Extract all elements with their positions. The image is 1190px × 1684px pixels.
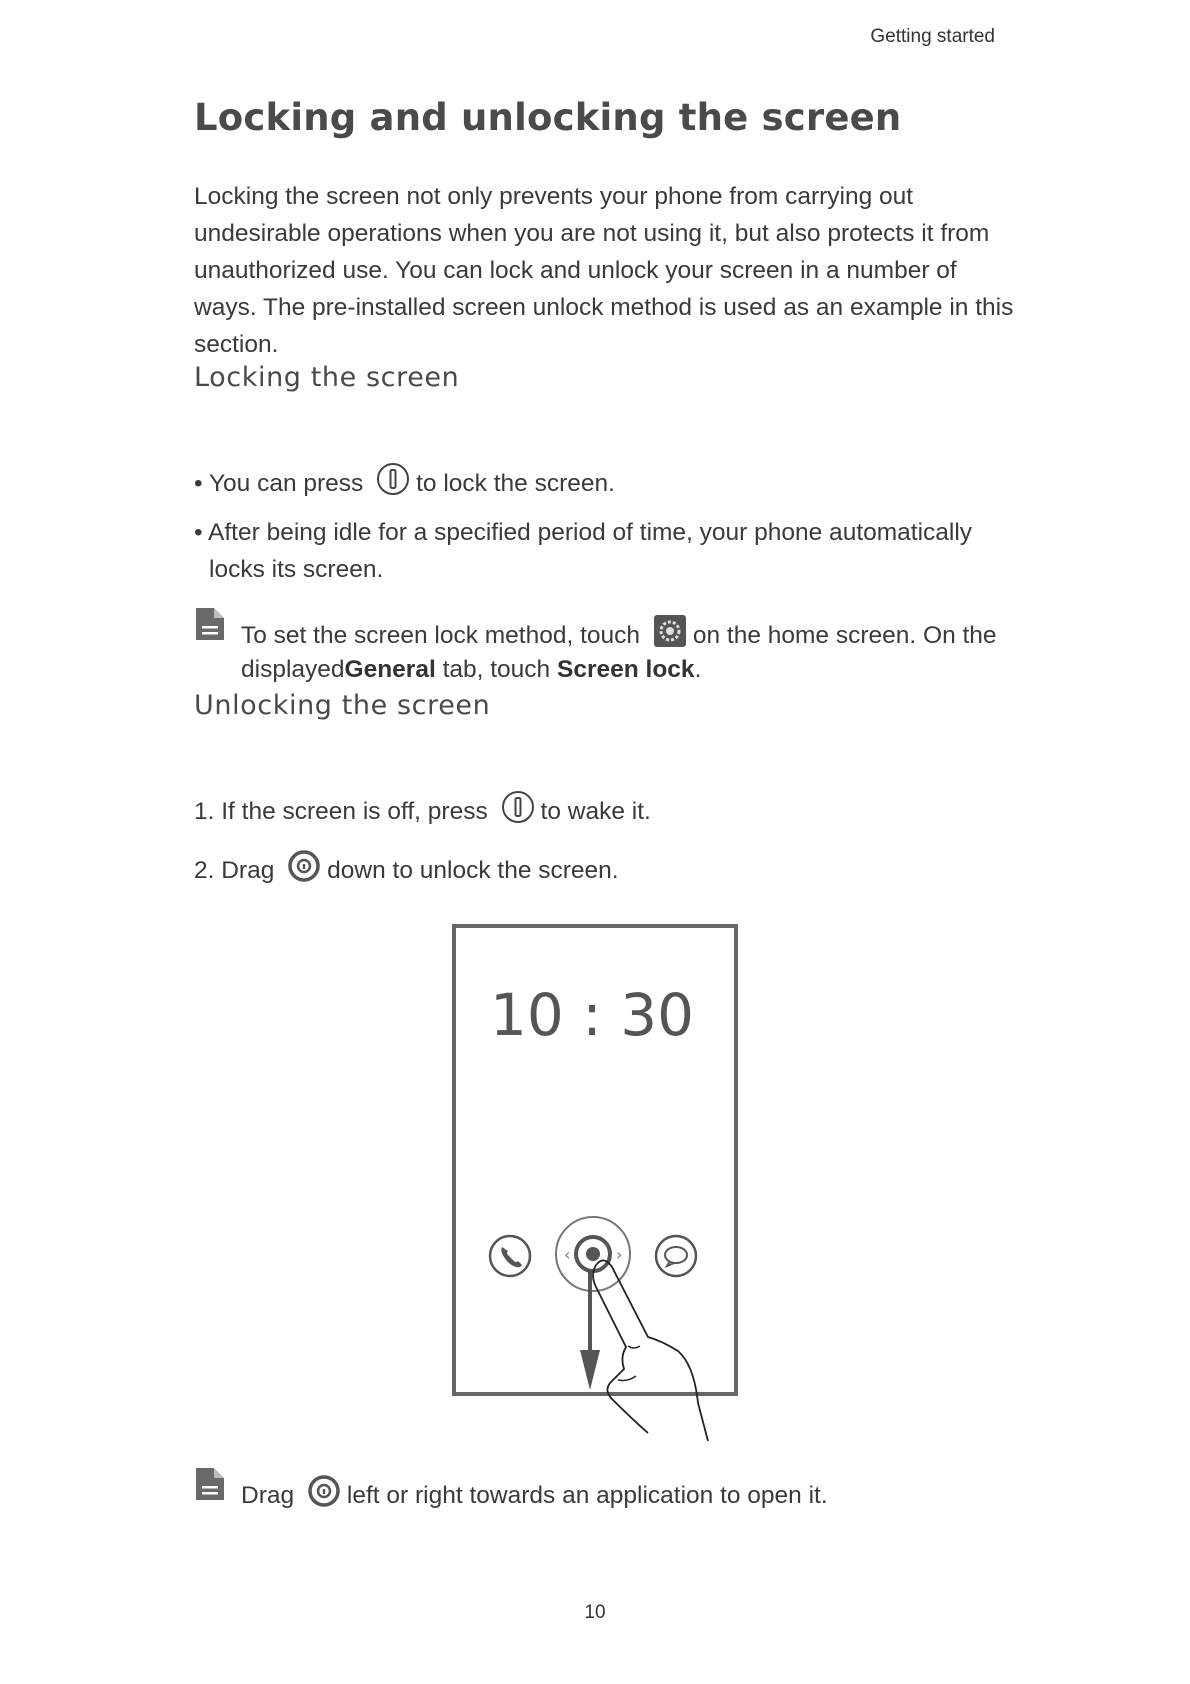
- lock-note-period: .: [694, 656, 702, 683]
- bullet-1-text-start: • You can press: [194, 469, 364, 497]
- step-2-text-end: down to unlock the screen.: [327, 856, 619, 884]
- lock-ring-icon: [307, 1474, 341, 1519]
- power-icon: [376, 462, 410, 507]
- svg-text:›: ›: [616, 1245, 623, 1264]
- lock-screen-illustration: [448, 920, 758, 1455]
- lock-note-line-2: [241, 651, 701, 688]
- page-title: Locking and unlocking the screen: [194, 96, 902, 139]
- intro-paragraph: Locking the screen not only prevents your phone from carrying out undesirable operations when you are not using it, but also protects it from unauthorized use. You can lock and unlock your screen in a number of ways. The pre-installed screen unlock method is used as an example in this section.: [194, 183, 1014, 358]
- step-1-text-start: 1. If the screen is off, press: [194, 797, 488, 825]
- step-1-text-end: to wake it.: [540, 797, 651, 825]
- page-number: 10: [584, 1602, 606, 1623]
- screen-lock-label: Screen lock: [557, 656, 695, 683]
- lock-note-displayed: displayed: [241, 656, 345, 683]
- svg-text:‹: ‹: [564, 1245, 571, 1264]
- general-tab-label: General: [344, 656, 436, 683]
- note-icon: [194, 1466, 226, 1507]
- unlock-note: [241, 1474, 828, 1519]
- locking-bullet-2: • After being idle for a specified period of time, your phone automatically: [194, 519, 973, 546]
- lock-note-text-start: To set the screen lock method, touch: [241, 621, 641, 649]
- locking-bullet-2-cont: locks its screen.: [209, 556, 384, 583]
- bullet-1-text-end: to lock the screen.: [416, 469, 615, 497]
- lock-note-tab-touch: tab, touch: [435, 656, 557, 683]
- unlock-note-text-end: left or right towards an application to open it.: [346, 1481, 828, 1509]
- unlock-step-2: [194, 849, 619, 894]
- lock-ring-icon: [287, 849, 321, 894]
- locking-heading: Locking the screen: [194, 362, 460, 393]
- lock-note-text-end: on the home screen. On the: [692, 621, 997, 649]
- clock-time: 10 : 30: [489, 981, 695, 1049]
- locking-bullet-1: [194, 462, 615, 507]
- running-header: Getting started: [870, 26, 995, 47]
- step-2-text-start: 2. Drag: [194, 856, 275, 884]
- unlocking-heading: Unlocking the screen: [194, 690, 491, 721]
- unlock-step-1: [194, 790, 651, 835]
- power-icon: [501, 790, 535, 835]
- unlock-note-text-start: Drag: [241, 1481, 295, 1509]
- note-icon: [194, 606, 226, 647]
